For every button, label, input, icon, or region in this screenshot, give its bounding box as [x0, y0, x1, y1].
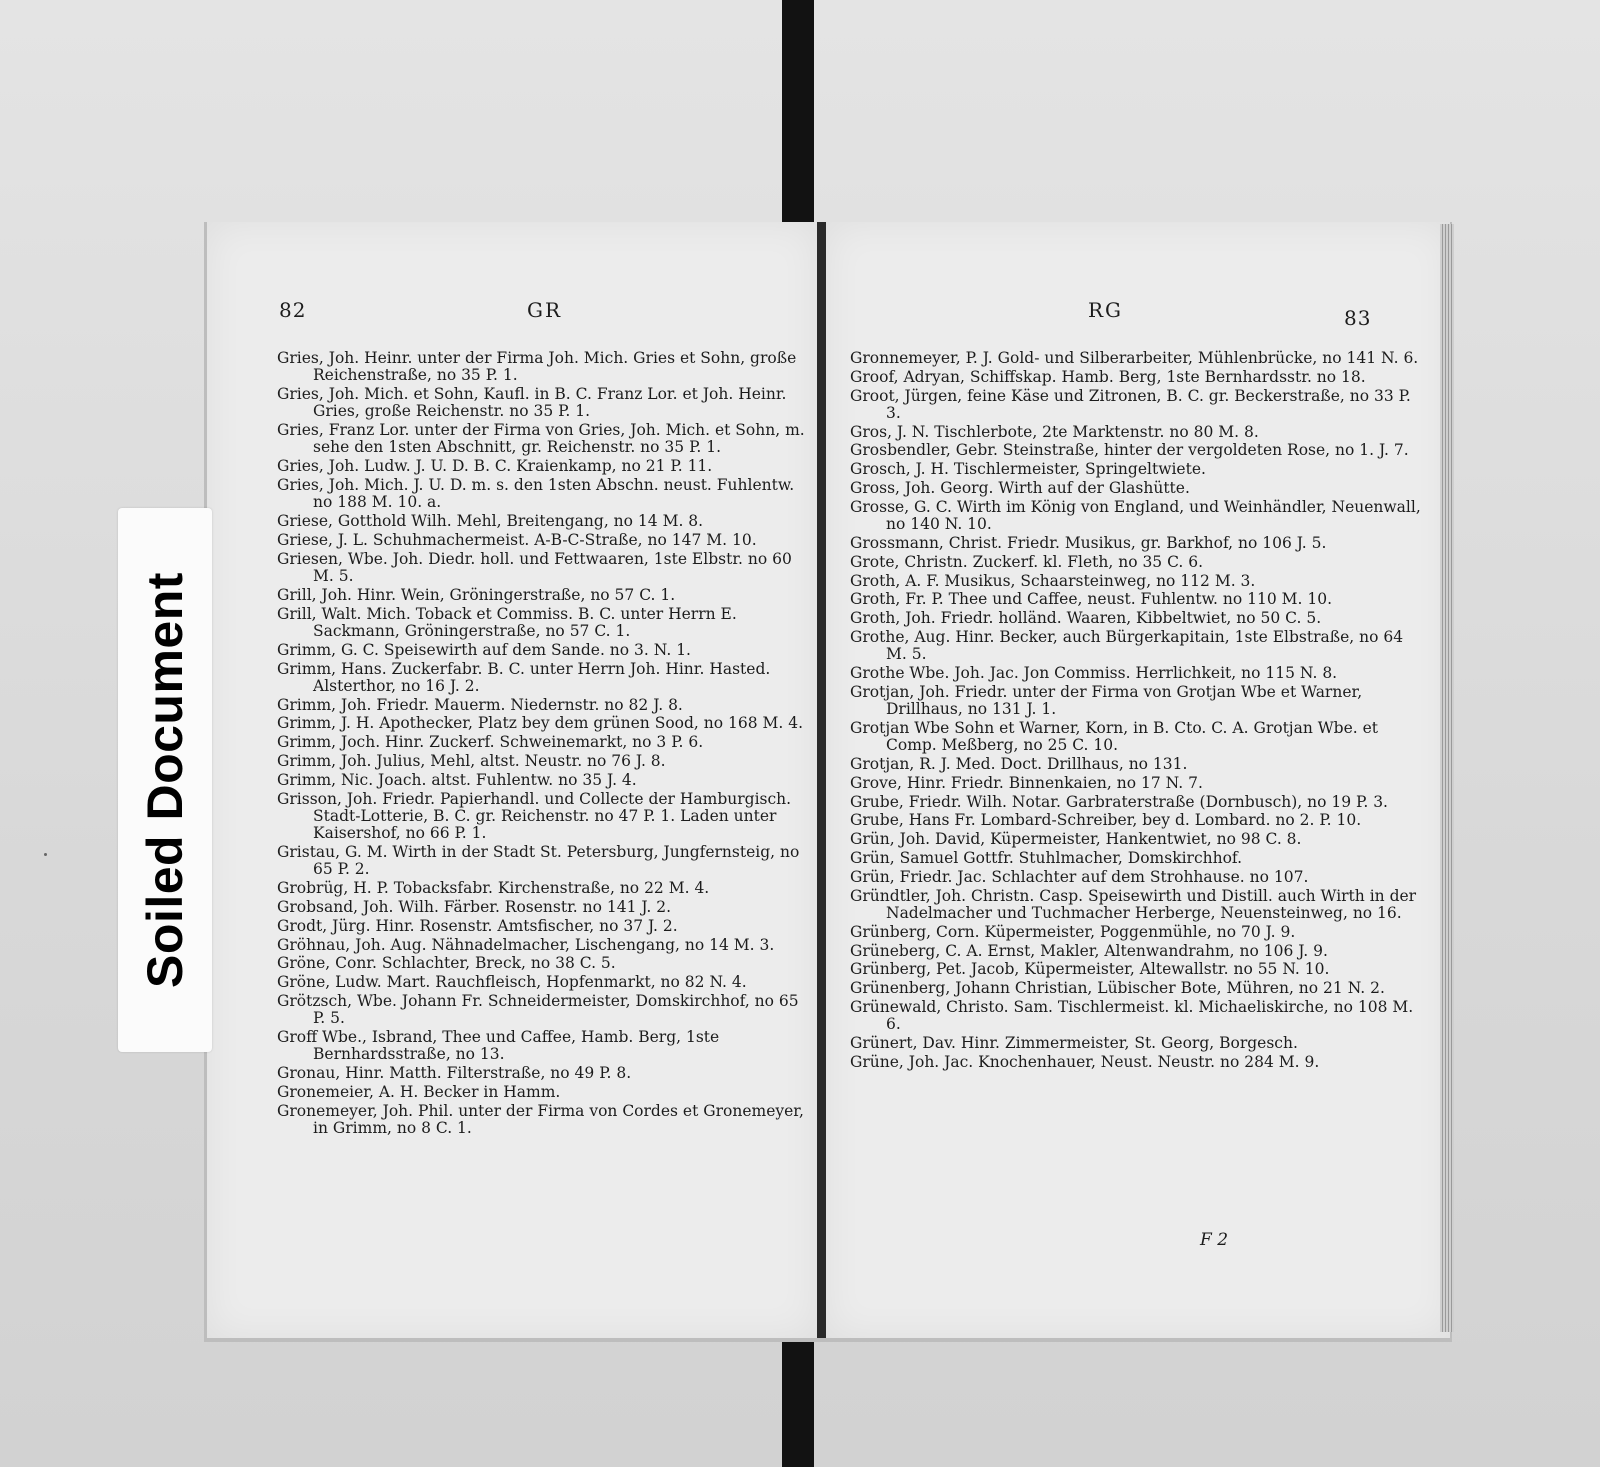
directory-entry: Gröne, Ludw. Mart. Rauchfleisch, Hopfenmarkt, no 82 N. 4.	[277, 973, 747, 992]
directory-entry: Griese, J. L. Schuhmachermeist. A-B-C-Straße, no 147 M. 10.	[277, 530, 757, 549]
directory-entry: Gries, Joh. Mich. et Sohn, Kaufl. in B. C. Franz Lor. et Joh. Heinr. Gries, große Reichenstr. no 35 P. 1.	[277, 385, 787, 421]
left-entries-list	[277, 350, 805, 1139]
directory-entry: Grimm, Joch. Hinr. Zuckerf. Schweinemarkt, no 3 P. 6.	[277, 733, 704, 752]
directory-entry: Grün, Samuel Gottfr. Stuhlmacher, Domskirchhof.	[850, 849, 1243, 868]
directory-entry: Groth, Fr. P. Thee und Caffee, neust. Fuhlentw. no 110 M. 10.	[850, 590, 1333, 609]
directory-entry: Gries, Joh. Heinr. unter der Firma Joh. Mich. Gries et Sohn, große Reichenstraße, no 35 P. 1.	[277, 349, 797, 385]
directory-entry: Gronemeyer, Joh. Phil. unter der Firma von Cordes et Gronemeyer, in Grimm, no 8 C. 1.	[277, 1101, 804, 1137]
directory-entry: Grünewald, Christo. Sam. Tischlermeist. kl. Michaeliskirche, no 108 M. 6.	[850, 997, 1414, 1034]
page-edges	[1440, 224, 1454, 1332]
right-column-header: RG	[1088, 298, 1124, 322]
directory-entry: Grosch, J. H. Tischlermeister, Springeltwiete.	[850, 460, 1206, 479]
directory-entry: Grimm, Nic. Joach. altst. Fuhlentw. no 35 J. 4.	[277, 770, 637, 789]
directory-entry: Grünberg, Pet. Jacob, Küpermeister, Altewallstr. no 55 N. 10.	[850, 960, 1330, 979]
directory-entry: Gründtler, Joh. Christn. Casp. Speisewirth und Distill. auch Wirth in der Nadelmacher und Tuchmacher Herberge, Neuensteinweg, no 16.	[850, 886, 1417, 922]
directory-entry: Gross, Joh. Georg. Wirth auf der Glashütte.	[850, 479, 1190, 498]
directory-entry: Grimm, G. C. Speisewirth auf dem Sande. no 3. N. 1.	[277, 640, 691, 659]
directory-entry: Groth, A. F. Musikus, Schaarsteinweg, no 112 M. 3.	[850, 571, 1256, 590]
directory-entry: Grötzsch, Wbe. Johann Fr. Schneidermeister, Domskirchhof, no 65 P. 5.	[277, 991, 799, 1028]
directory-entry: Grote, Christn. Zuckerf. kl. Fleth, no 35 C. 6.	[850, 552, 1204, 571]
directory-entry: Grobrüg, H. P. Tobacksfabr. Kirchenstraße, no 22 M. 4.	[277, 879, 710, 898]
directory-entry: Gronemeier, A. H. Becker in Hamm.	[277, 1082, 561, 1101]
directory-entry: Grothe Wbe. Joh. Jac. Jon Commiss. Herrlichkeit, no 115 N. 8.	[850, 664, 1338, 683]
directory-entry: Grill, Walt. Mich. Toback et Commiss. B. C. unter Herrn E. Sackmann, Gröningerstraße, no 57 C. 1.	[277, 604, 737, 640]
soiled-document-label	[118, 508, 212, 1052]
directory-entry: Grotjan Wbe Sohn et Warner, Korn, in B. Cto. C. A. Grotjan Wbe. et Comp. Meßberg, no 25 C. 10.	[850, 718, 1379, 755]
directory-entry: Grodt, Jürg. Hinr. Rosenstr. Amtsfischer, no 37 J. 2.	[277, 916, 678, 935]
directory-entry: Griesen, Wbe. Joh. Diedr. holl. und Fettwaaren, 1ste Elbstr. no 60 M. 5.	[277, 549, 792, 586]
right-page	[826, 222, 1450, 1338]
left-page-number: 82	[279, 298, 307, 322]
directory-entry: Grosse, G. C. Wirth im König von England, und Weinhändler, Neuenwall, no 140 N. 10.	[850, 497, 1421, 534]
directory-entry: Grotjan, R. J. Med. Doct. Drillhaus, no 131.	[850, 755, 1188, 774]
directory-entry: Gros, J. N. Tischlerbote, 2te Marktenstr. no 80 M. 8.	[850, 422, 1259, 441]
directory-entry: Grün, Friedr. Jac. Schlachter auf dem Strohhause. no 107.	[850, 867, 1309, 886]
directory-entry: Grosbendler, Gebr. Steinstraße, hinter der vergoldeten Rose, no 1. J. 7.	[850, 441, 1409, 460]
directory-entry: Gröne, Conr. Schlachter, Breck, no 38 C. 5.	[277, 954, 616, 973]
directory-entry: Gröhnau, Joh. Aug. Nähnadelmacher, Lischengang, no 14 M. 3.	[277, 935, 775, 954]
right-page-header	[826, 298, 1450, 328]
directory-entry: Grünert, Dav. Hinr. Zimmermeister, St. Georg, Borgesch.	[850, 1033, 1298, 1052]
right-page-number: 83	[1344, 306, 1372, 330]
directory-entry: Grün, Joh. David, Küpermeister, Hankentwiet, no 98 C. 8.	[850, 830, 1302, 849]
label-text: Soiled Document	[137, 572, 193, 988]
directory-entry: Gries, Joh. Ludw. J. U. D. B. C. Kraienkamp, no 21 P. 11.	[277, 457, 713, 476]
directory-entry: Groth, Joh. Friedr. holländ. Waaren, Kibbeltwiet, no 50 C. 5.	[850, 609, 1322, 628]
directory-entry: Grisson, Joh. Friedr. Papierhandl. und Collecte der Hamburgisch. Stadt-Lotterie, B. C. gr. Reichenstr. no 47 P. 1. Laden unter Kaisershof, no 66 P. 1.	[277, 789, 792, 843]
directory-entry: Groot, Jürgen, feine Käse und Zitronen, B. C. gr. Beckerstraße, no 33 P. 3.	[850, 386, 1411, 422]
directory-entry: Grube, Hans Fr. Lombard-Schreiber, bey d. Lombard. no 2. P. 10.	[850, 811, 1362, 830]
directory-entry: Grove, Hinr. Friedr. Binnenkaien, no 17 N. 7.	[850, 773, 1203, 792]
directory-entry: Groof, Adryan, Schiffskap. Hamb. Berg, 1ste Bernhardsstr. no 18.	[850, 367, 1366, 386]
signature-mark: F 2	[1200, 1230, 1229, 1250]
book-spine	[817, 222, 826, 1338]
directory-entry: Gristau, G. M. Wirth in der Stadt St. Petersburg, Jungfernsteig, no 65 P. 2.	[277, 843, 800, 879]
directory-entry: Groff Wbe., Isbrand, Thee und Caffee, Hamb. Berg, 1ste Bernhardsstraße, no 13.	[277, 1027, 720, 1064]
directory-entry: Grossmann, Christ. Friedr. Musikus, gr. Barkhof, no 106 J. 5.	[850, 533, 1327, 552]
directory-entry: Grotjan, Joh. Friedr. unter der Firma von Grotjan Wbe et Warner, Drillhaus, no 131 J. 1.	[850, 682, 1363, 719]
directory-entry: Grüne, Joh. Jac. Knochenhauer, Neust. Neustr. no 284 M. 9.	[850, 1052, 1320, 1071]
directory-entry: Grimm, Hans. Zuckerfabr. B. C. unter Herrn Joh. Hinr. Hasted. Alsterthor, no 16 J. 2.	[277, 659, 771, 695]
directory-entry: Grobsand, Joh. Wilh. Färber. Rosenstr. no 141 J. 2.	[277, 897, 672, 916]
directory-entry: Gronau, Hinr. Matth. Filterstraße, no 49 P. 8.	[277, 1064, 632, 1083]
directory-entry: Gries, Franz Lor. unter der Firma von Gries, Joh. Mich. et Sohn, m. sehe den 1sten Abschnitt, gr. Reichenstr. no 35 P. 1.	[277, 421, 805, 457]
binding-strip-bottom	[782, 1330, 814, 1467]
directory-entry: Gronnemeyer, P. J. Gold- und Silberarbeiter, Mühlenbrücke, no 141 N. 6.	[850, 349, 1419, 367]
directory-entry: Grill, Joh. Hinr. Wein, Gröningerstraße, no 57 C. 1.	[277, 585, 676, 604]
directory-entry: Grünberg, Corn. Küpermeister, Poggenmühle, no 70 J. 9.	[850, 922, 1296, 941]
speck	[44, 853, 47, 856]
directory-entry: Grüneberg, C. A. Ernst, Makler, Altenwandrahm, no 106 J. 9.	[850, 941, 1328, 960]
directory-entry: Grünenberg, Johann Christian, Lübischer Bote, Mühren, no 21 N. 2.	[850, 979, 1385, 998]
directory-entry: Grube, Friedr. Wilh. Notar. Garbraterstraße (Dornbusch), no 19 P. 3.	[850, 792, 1388, 811]
right-entries-list	[850, 350, 1428, 1073]
directory-entry: Grimm, Joh. Julius, Mehl, altst. Neustr. no 76 J. 8.	[277, 752, 666, 771]
left-column-header: GR	[527, 298, 563, 322]
binding-strip-top	[782, 0, 814, 240]
directory-entry: Grimm, Joh. Friedr. Mauerm. Niedernstr. no 82 J. 8.	[277, 695, 683, 714]
left-page-header	[207, 298, 817, 328]
directory-entry: Gries, Joh. Mich. J. U. D. m. s. den 1sten Abschn. neust. Fuhlentw. no 188 M. 10. a.	[277, 476, 795, 512]
directory-entry: Grimm, J. H. Apothecker, Platz bey dem grünen Sood, no 168 M. 4.	[277, 714, 804, 733]
directory-entry: Grothe, Aug. Hinr. Becker, auch Bürgerkapitain, 1ste Elbstraße, no 64 M. 5.	[850, 627, 1404, 664]
directory-entry: Griese, Gotthold Wilh. Mehl, Breitengang, no 14 M. 8.	[277, 512, 704, 531]
left-page	[207, 222, 817, 1338]
